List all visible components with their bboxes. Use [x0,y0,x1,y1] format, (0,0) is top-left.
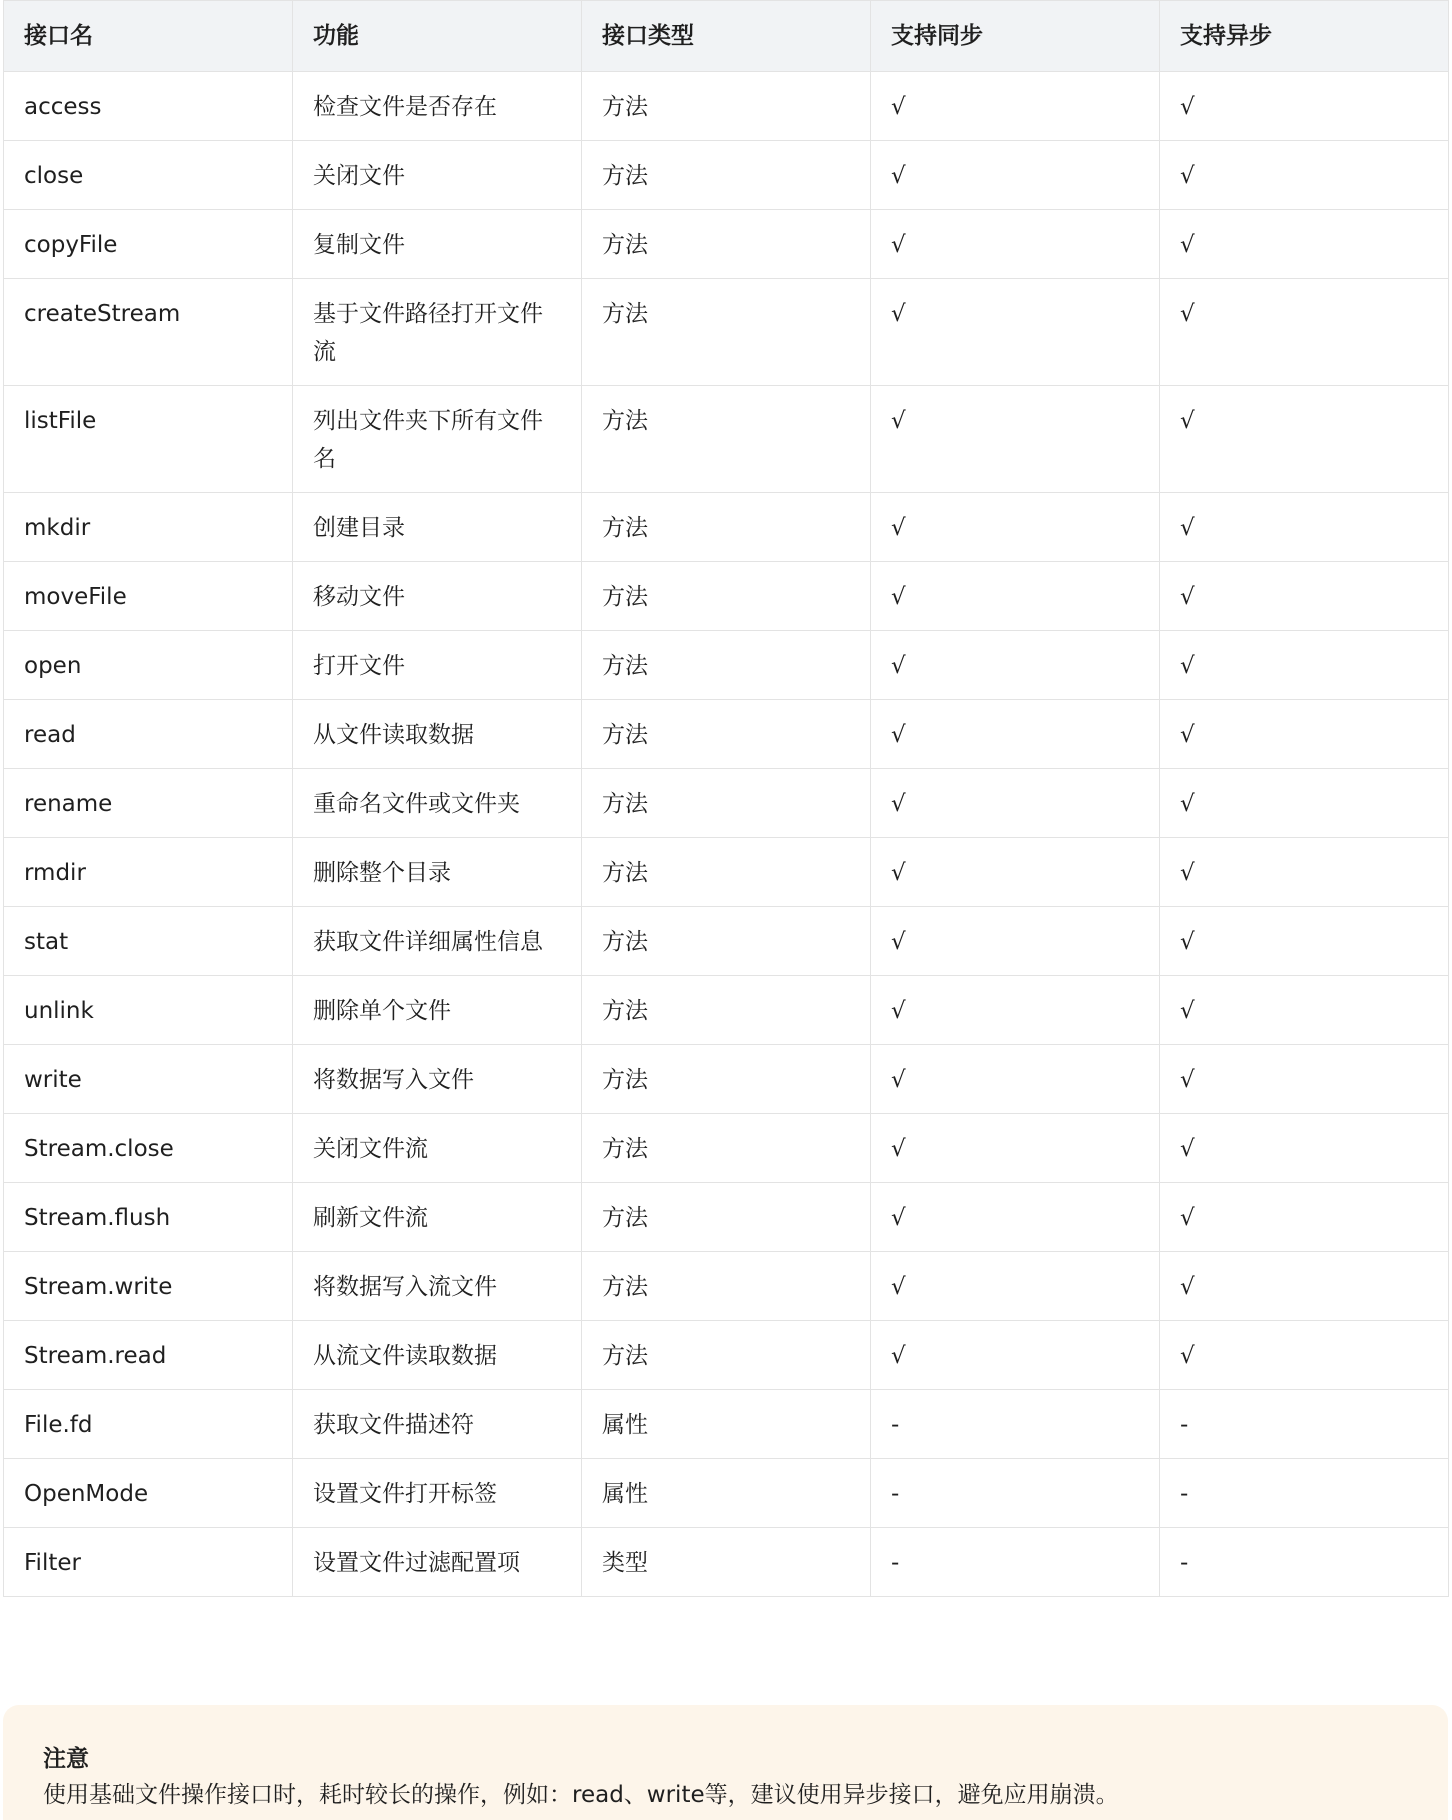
cell-sync: √ [871,1114,1160,1183]
header-sync-support: 支持同步 [871,1,1160,72]
cell-sync: √ [871,769,1160,838]
cell-sync: √ [871,141,1160,210]
cell-function: 移动文件 [293,562,582,631]
cell-async: √ [1160,562,1449,631]
table-row [4,976,1449,1045]
cell-async: √ [1160,700,1449,769]
cell-api-type: 类型 [582,1528,871,1597]
cell-sync: √ [871,210,1160,279]
cell-api-name: OpenMode [4,1459,293,1528]
table-row [4,141,1449,210]
cell-api-type: 方法 [582,700,871,769]
table-header [4,1,1449,72]
cell-function: 关闭文件 [293,141,582,210]
cell-api-name: close [4,141,293,210]
cell-api-name: Stream.read [4,1321,293,1390]
table-row [4,769,1449,838]
cell-async: √ [1160,1321,1449,1390]
cell-api-name: rename [4,769,293,838]
cell-api-type: 方法 [582,1183,871,1252]
cell-function: 删除整个目录 [293,838,582,907]
cell-api-type: 方法 [582,1321,871,1390]
cell-async: - [1160,1528,1449,1597]
cell-async: √ [1160,1114,1449,1183]
cell-api-type: 方法 [582,1252,871,1321]
cell-sync: √ [871,1045,1160,1114]
cell-api-type: 方法 [582,141,871,210]
cell-api-type: 方法 [582,1045,871,1114]
table-row [4,700,1449,769]
cell-api-type: 方法 [582,976,871,1045]
cell-api-type: 方法 [582,279,871,386]
cell-async: √ [1160,210,1449,279]
cell-function: 关闭文件流 [293,1114,582,1183]
cell-function: 获取文件描述符 [293,1390,582,1459]
cell-api-type: 方法 [582,838,871,907]
cell-function: 列出文件夹下所有文件名 [293,386,582,493]
cell-api-name: moveFile [4,562,293,631]
cell-sync: √ [871,279,1160,386]
cell-api-type: 属性 [582,1390,871,1459]
table-row [4,279,1449,386]
table-row [4,1183,1449,1252]
cell-async: √ [1160,386,1449,493]
cell-sync: - [871,1528,1160,1597]
cell-api-name: mkdir [4,493,293,562]
cell-api-name: rmdir [4,838,293,907]
cell-async: - [1160,1390,1449,1459]
table-row [4,838,1449,907]
table-row [4,1528,1449,1597]
cell-sync: √ [871,72,1160,141]
cell-api-name: write [4,1045,293,1114]
cell-function: 重命名文件或文件夹 [293,769,582,838]
table-row [4,1390,1449,1459]
note-box [3,1705,1448,1820]
note-title: 注意 [43,1746,89,1772]
api-table [3,0,1449,1597]
cell-async: √ [1160,493,1449,562]
header-async-support: 支持异步 [1160,1,1449,72]
cell-sync: √ [871,493,1160,562]
cell-function: 将数据写入文件 [293,1045,582,1114]
document [3,0,1448,1597]
cell-async: √ [1160,907,1449,976]
cell-sync: √ [871,700,1160,769]
cell-api-type: 方法 [582,907,871,976]
cell-api-type: 方法 [582,210,871,279]
cell-function: 从文件读取数据 [293,700,582,769]
cell-api-name: copyFile [4,210,293,279]
cell-api-name: Stream.write [4,1252,293,1321]
cell-async: √ [1160,72,1449,141]
table-row [4,631,1449,700]
cell-api-name: Filter [4,1528,293,1597]
cell-function: 创建目录 [293,493,582,562]
cell-async: - [1160,1459,1449,1528]
cell-sync: √ [871,631,1160,700]
cell-api-type: 方法 [582,631,871,700]
table-row [4,1321,1449,1390]
cell-sync: √ [871,838,1160,907]
table-row [4,1114,1449,1183]
cell-api-name: Stream.flush [4,1183,293,1252]
cell-async: √ [1160,141,1449,210]
cell-api-type: 方法 [582,493,871,562]
cell-function: 设置文件打开标签 [293,1459,582,1528]
cell-async: √ [1160,769,1449,838]
table-row [4,562,1449,631]
cell-function: 打开文件 [293,631,582,700]
table-row [4,72,1449,141]
cell-api-type: 方法 [582,1114,871,1183]
note-text: 使用基础文件操作接口时，耗时较长的操作，例如：read、write等，建议使用异步接口，避免应用崩溃。 [43,1782,1119,1808]
table-body [4,72,1449,1597]
cell-sync: √ [871,1183,1160,1252]
cell-async: √ [1160,279,1449,386]
cell-sync: - [871,1390,1160,1459]
table-row [4,493,1449,562]
cell-sync: - [871,1459,1160,1528]
cell-api-type: 方法 [582,769,871,838]
cell-function: 基于文件路径打开文件流 [293,279,582,386]
cell-async: √ [1160,838,1449,907]
cell-api-name: listFile [4,386,293,493]
cell-api-type: 方法 [582,562,871,631]
cell-api-name: stat [4,907,293,976]
cell-function: 删除单个文件 [293,976,582,1045]
cell-async: √ [1160,1252,1449,1321]
cell-sync: √ [871,562,1160,631]
cell-async: √ [1160,1045,1449,1114]
cell-function: 检查文件是否存在 [293,72,582,141]
cell-api-name: unlink [4,976,293,1045]
header-function: 功能 [293,1,582,72]
cell-function: 获取文件详细属性信息 [293,907,582,976]
cell-sync: √ [871,976,1160,1045]
table-row [4,1459,1449,1528]
cell-api-type: 方法 [582,72,871,141]
cell-sync: √ [871,386,1160,493]
cell-function: 从流文件读取数据 [293,1321,582,1390]
cell-api-type: 属性 [582,1459,871,1528]
cell-api-name: read [4,700,293,769]
cell-function: 复制文件 [293,210,582,279]
table-row [4,907,1449,976]
cell-function: 将数据写入流文件 [293,1252,582,1321]
cell-async: √ [1160,631,1449,700]
cell-api-name: open [4,631,293,700]
cell-sync: √ [871,1252,1160,1321]
cell-function: 刷新文件流 [293,1183,582,1252]
cell-api-name: createStream [4,279,293,386]
cell-api-name: File.fd [4,1390,293,1459]
cell-api-name: access [4,72,293,141]
table-row [4,1252,1449,1321]
cell-sync: √ [871,1321,1160,1390]
header-api-type: 接口类型 [582,1,871,72]
header-api-name: 接口名 [4,1,293,72]
table-row [4,386,1449,493]
cell-async: √ [1160,1183,1449,1252]
header-row [4,1,1449,72]
cell-api-name: Stream.close [4,1114,293,1183]
cell-async: √ [1160,976,1449,1045]
cell-function: 设置文件过滤配置项 [293,1528,582,1597]
table-row [4,1045,1449,1114]
table-row [4,210,1449,279]
cell-sync: √ [871,907,1160,976]
cell-api-type: 方法 [582,386,871,493]
